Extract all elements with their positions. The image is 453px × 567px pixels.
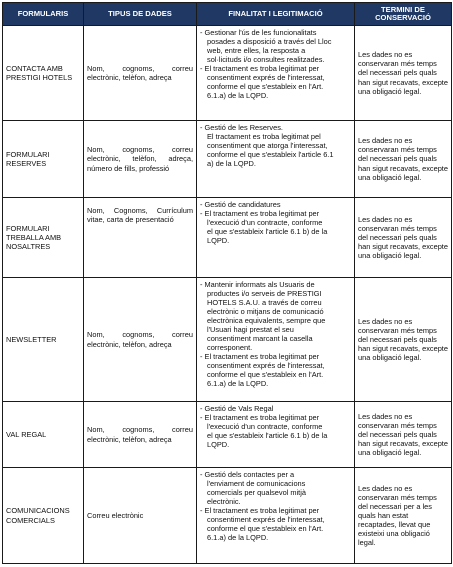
row-termini-cell: Les dades no es conservaran més temps del necessari pels quals han sigut recavats, excepte una obligació legal. (355, 278, 452, 402)
fin-line: consentiment exprés de l'interessat, (207, 73, 325, 83)
fin-line: l'Usuari hagi prestat el seu (207, 325, 294, 335)
fin-line: conforme el que s'estableix l'article 6.1 (207, 150, 334, 160)
fin-line: l'execució d'un contracte, conforme (207, 422, 323, 432)
table-row (3, 121, 452, 198)
row-form-cell: CONTACTA AMB PRESTIGI HOTELS (3, 26, 84, 121)
row-termini-cell: Les dades no es conservaran més temps del necessari pels quals han sigut recavats, excepte una obligació legal. (355, 402, 452, 468)
fin-line: HOTELS S.A.U. a través de correu (207, 298, 322, 308)
fin-line: corresponent. (207, 343, 253, 353)
fin-line: 6.1.a) de la LQPD. (207, 533, 269, 543)
fin-line: El tractament es troba legitimat pel (207, 132, 321, 142)
fin-line: - Gestionar l'ús de les funcionalitats (200, 28, 317, 37)
row-tipus-cell: Nom, cognoms, correu electrònic, telèfon, adreça (84, 26, 197, 121)
row-finalitat-cell (197, 402, 355, 468)
row-finalitat-cell (197, 278, 355, 402)
fin-line: electrònic o mitjans de comunicació (207, 307, 324, 317)
fin-line: a) de la LQPD. (207, 159, 256, 169)
data-protection-table (2, 2, 452, 564)
fin-line: posades a disposició a través del Lloc (207, 37, 332, 47)
row-finalitat-cell (197, 121, 355, 198)
row-termini-cell: Les dades no es conservaran més temps del necessari pels quals han sigut recavats, excepte una obligació legal. (355, 198, 452, 278)
data-table-container (2, 2, 451, 564)
fin-line: l'enviament de comunicacions (207, 479, 306, 489)
row-form-cell: NEWSLETTER (3, 278, 84, 402)
table-row (3, 468, 452, 564)
fin-line: - Mantenir informats als Usuaris de (200, 280, 315, 289)
row-form-cell: COMUNICACIONS COMERCIALS (3, 468, 84, 564)
fin-line: electrònica equivalents, sempre que (207, 316, 326, 326)
row-termini-cell: Les dades no es conservaran més temps del necessari pels quals han sigut recavats, excepte una obligació legal. (355, 26, 452, 121)
table-row (3, 402, 452, 468)
fin-line: - El tractament es troba legitimat per (200, 352, 320, 362)
row-termini-cell: Les dades no es conservaran més temps del necessari per a les quals han estat recaptades, llevat que existeixi una obligació legal. (355, 468, 452, 564)
row-finalitat-cell (197, 468, 355, 564)
fin-line: consentiment que atorga l'interessat, (207, 141, 328, 151)
fin-line: - El tractament es troba legitimat per (200, 506, 320, 516)
row-tipus-cell: Nom, cognoms, correu electrònic, telèfon, adreça (84, 278, 197, 402)
header-termini: TERMINI DE CONSERVACIÓ (355, 3, 452, 26)
fin-line: LQPD. (207, 236, 230, 246)
fin-line: - El tractament es troba legitimat per (200, 413, 320, 423)
fin-line: 6.1.a) de la LQPD. (207, 91, 269, 101)
table-row (3, 198, 452, 278)
fin-line: consentiment marcant la casella (207, 334, 313, 344)
header-row (3, 3, 452, 26)
fin-line: consentiment exprés de l'interessat, (207, 515, 325, 525)
fin-line: - Gestió dels contactes per a (200, 470, 295, 479)
row-tipus-cell: Correu electrònic (84, 468, 197, 564)
fin-line: l'execució d'un contracte, conforme (207, 218, 323, 228)
table-row (3, 278, 452, 402)
row-tipus-cell: Nom, Cognoms, Currículum vitae, carta de presentació (84, 198, 197, 278)
header-formularis: FORMULARIS (3, 3, 84, 26)
fin-line: productes i/o serveis de PRESTIGI (207, 289, 322, 299)
row-tipus-cell: Nom, cognoms, correu electrònic, telèfon, adreça (84, 402, 197, 468)
fin-line: sol·licituds i/o consultes realitzades. (207, 55, 325, 65)
fin-line: - Gestió de Vals Regal (200, 404, 274, 413)
fin-line: consentiment exprés de l'interessat, (207, 361, 325, 371)
row-form-cell: VAL REGAL (3, 402, 84, 468)
row-form-cell: FORMULARI RESERVES (3, 121, 84, 198)
fin-line: comercials per qualsevol mitjà (207, 488, 306, 498)
fin-line: - El tractament es troba legitimat per (200, 209, 320, 219)
header-tipus: TIPUS DE DADES (84, 3, 197, 26)
row-finalitat-cell (197, 198, 355, 278)
row-form-cell: FORMULARI TREBALLA AMB NOSALTRES (3, 198, 84, 278)
row-termini-cell: Les dades no es conservaran més temps del necessari pels quals han sigut recavats, excepte una obligació legal. (355, 121, 452, 198)
fin-line: 6.1.a) de la LQPD. (207, 379, 269, 389)
fin-line: conforme el que s'estableix en l'Art. (207, 370, 324, 380)
fin-line: LQPD. (207, 440, 230, 450)
header-finalitat: FINALITAT I LEGITIMACIÓ (197, 3, 355, 26)
fin-line: conforme el que s'estableix en l'Art. (207, 524, 324, 534)
table-row (3, 26, 452, 121)
row-finalitat-cell (197, 26, 355, 121)
fin-line: - Gestió de candidatures (200, 200, 281, 209)
fin-line: conforme el que s'estableix en l'Art. (207, 82, 324, 92)
fin-line: el que s'estableix l'article 6.1 b) de la (207, 431, 328, 441)
fin-line: electrònic. (207, 497, 241, 507)
fin-line: - El tractament es troba legitimat per (200, 64, 320, 74)
fin-line: web, entre elles, la resposta a (207, 46, 306, 56)
fin-line: el que s'estableix l'article 6.1 b) de la (207, 227, 328, 237)
fin-line: - Gestió de les Reserves. (200, 123, 283, 132)
row-tipus-cell: Nom, cognoms, correu electrònic, telèfon, adreça, número de fills, professió (84, 121, 197, 198)
